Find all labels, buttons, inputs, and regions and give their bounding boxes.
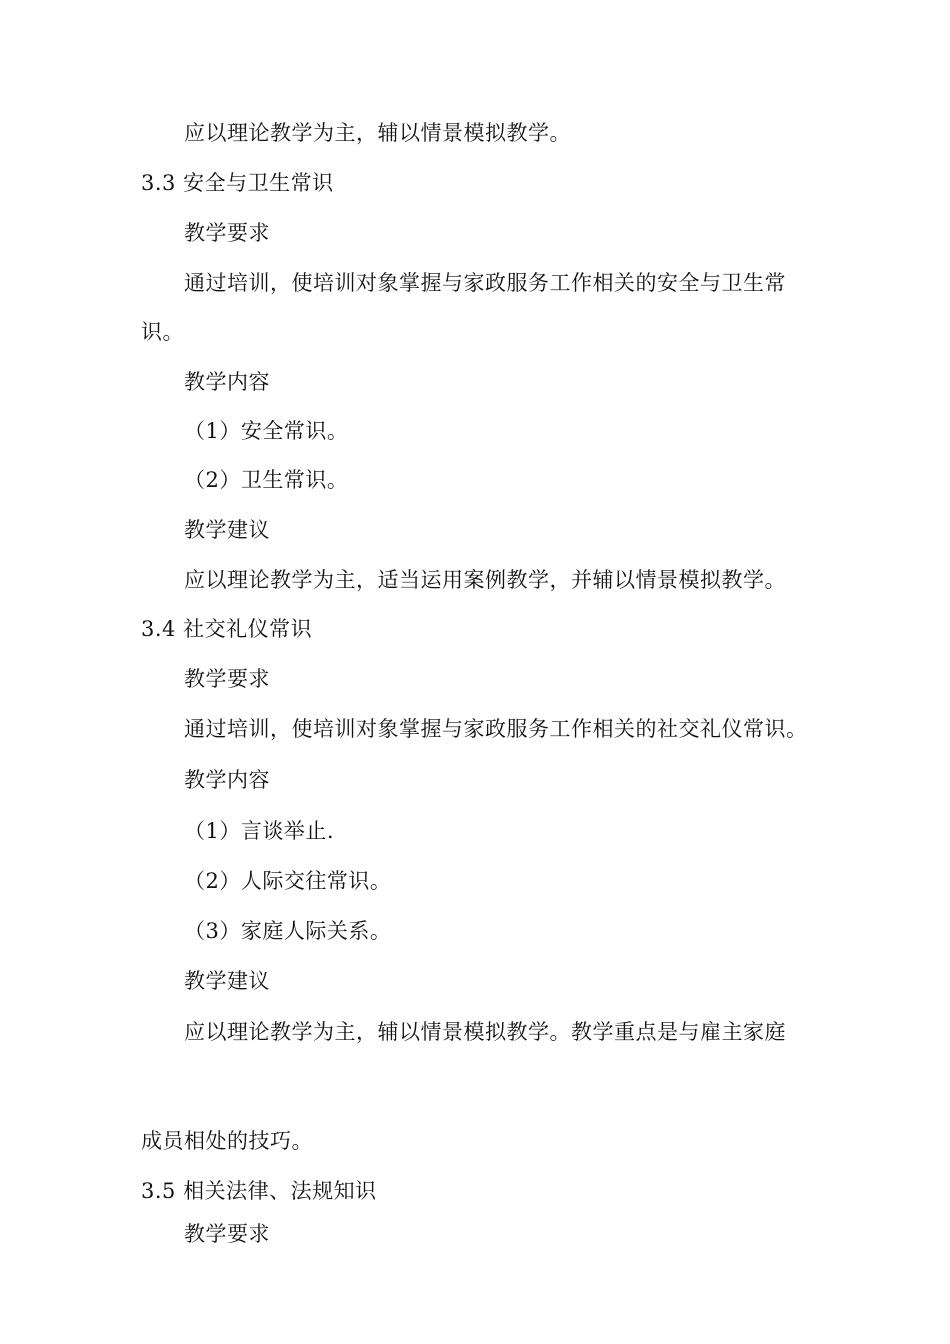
subheading: 教学内容 [184,768,270,792]
subheading: 教学要求 [184,667,270,691]
list-item: （2）卫生常识。 [184,468,349,492]
section-heading: 3.4 社交礼仪常识 [141,617,313,641]
paragraph-text: 成员相处的技巧。 [141,1129,313,1153]
section-heading: 3.5 相关法律、法规知识 [141,1179,377,1203]
list-item: （2）人际交往常识。 [184,869,392,893]
subheading: 教学要求 [184,221,270,245]
paragraph-text: 应以理论教学为主，辅以情景模拟教学。教学重点是与雇主家庭 [184,1020,786,1044]
subheading: 教学要求 [184,1222,270,1246]
subheading: 教学建议 [184,518,270,542]
paragraph-text: 识。 [141,320,184,344]
list-item: （1）言谈举止. [184,819,335,843]
paragraph-text: 应以理论教学为主，适当运用案例教学，并辅以情景模拟教学。 [184,568,786,592]
paragraph-text: 通过培训，使培训对象掌握与家政服务工作相关的安全与卫生常 [184,271,786,295]
subheading: 教学建议 [184,969,270,993]
section-heading: 3.3 安全与卫生常识 [141,171,334,195]
list-item: （3）家庭人际关系。 [184,919,392,943]
paragraph-text: 应以理论教学为主，辅以情景模拟教学。 [184,121,571,145]
paragraph-text: 通过培训，使培训对象掌握与家政服务工作相关的社交礼仪常识。 [184,717,808,741]
subheading: 教学内容 [184,370,270,394]
list-item: （1）安全常识。 [184,419,349,443]
